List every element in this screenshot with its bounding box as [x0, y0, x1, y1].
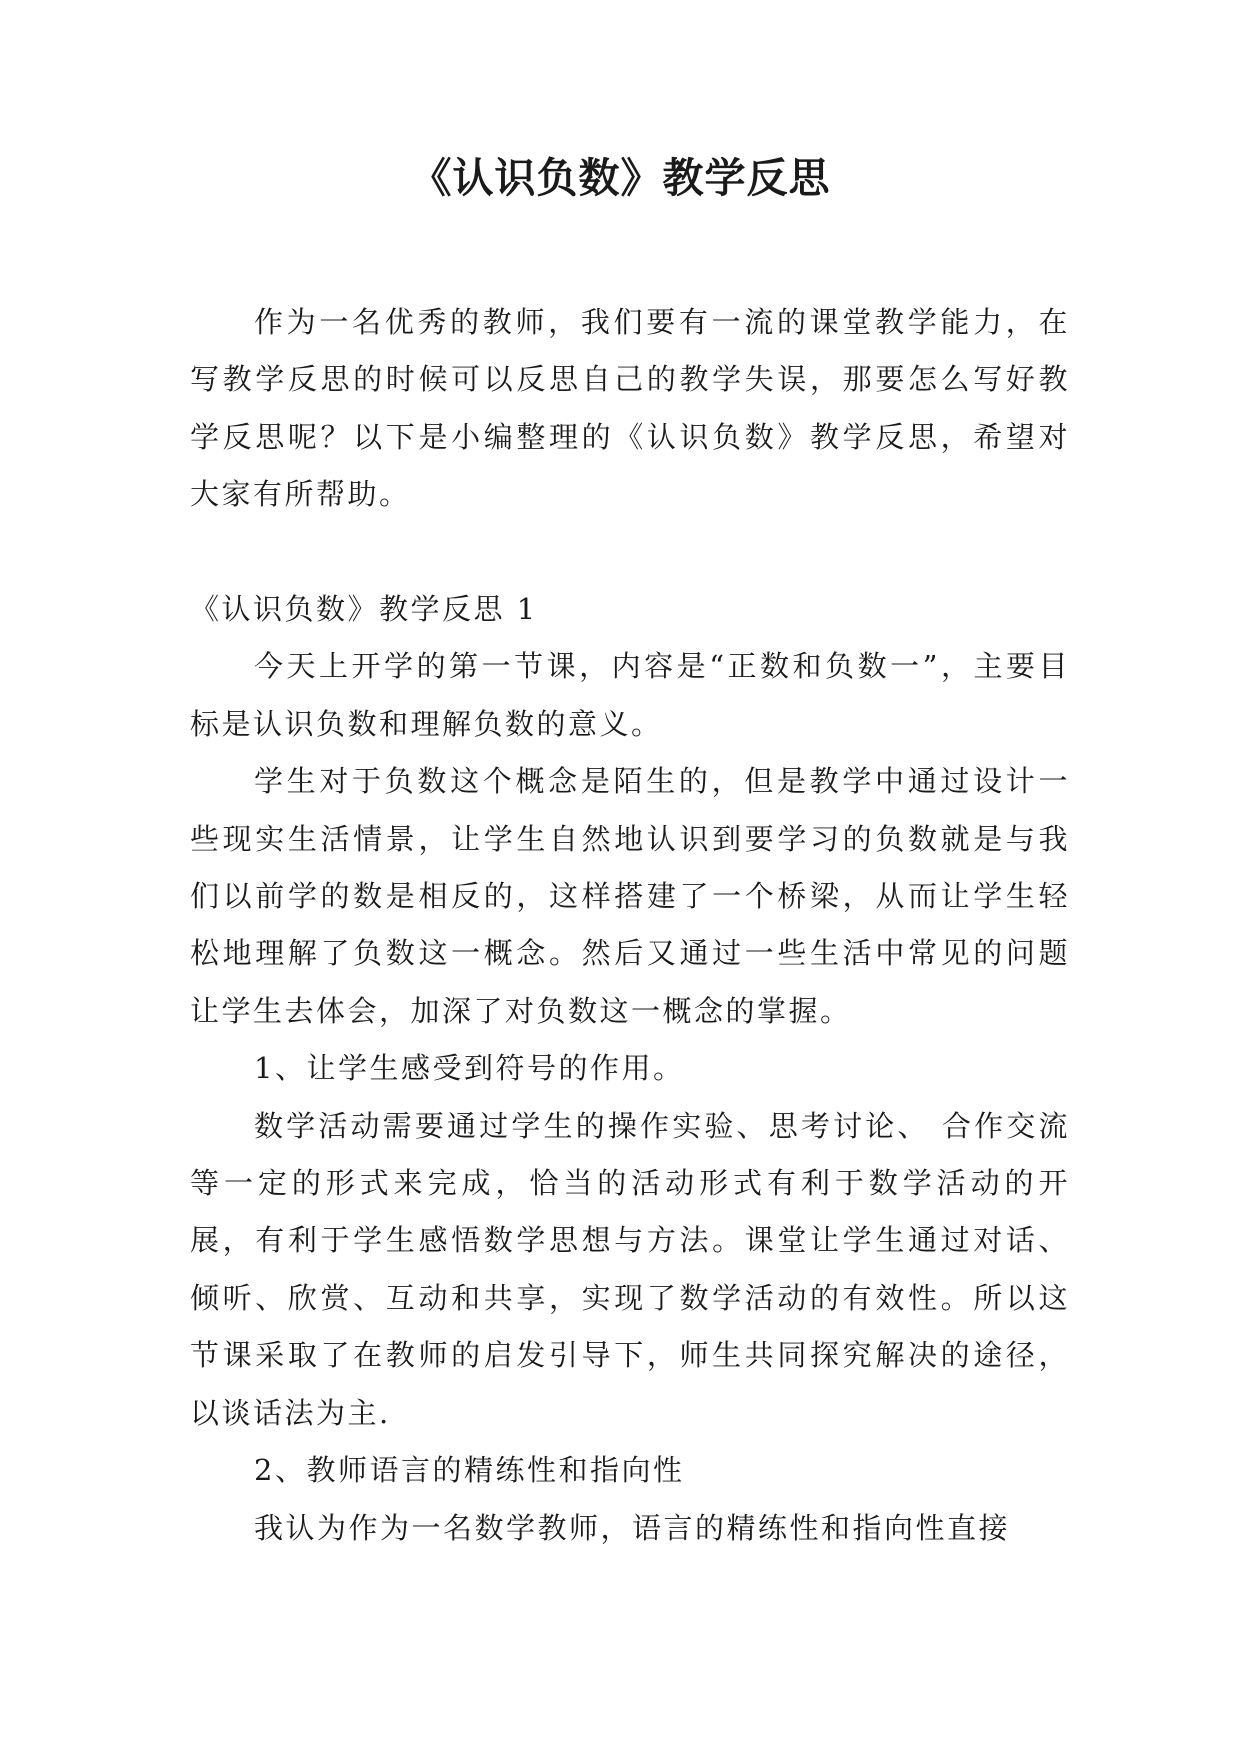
- document-title: 《认识负数》教学反思: [410, 154, 831, 202]
- section-heading: 《认识负数》教学反思 1: [190, 592, 538, 627]
- body-paragraph: 我认为作为一名数学教师，语言的精练性和指向性直接: [254, 1510, 1011, 1545]
- document-body: [190, 294, 1070, 1557]
- body-paragraph: 学生对于负数这个概念是陌生的，但是教学中通过设计一些现实生活情景，让学生自然地认识到要学习的负数就是与我们以前学的数是相反的，这样搭建了一个桥梁，从而让学生轻松地理解了负数这一概念。然后又通过一些生活中常见的问题让学生去体会，加深了对负数这一概念的掌握。: [190, 764, 1070, 1028]
- numbered-point: 1、让学生感受到符号的作用。: [254, 1051, 685, 1086]
- paragraph-spacer: [190, 524, 1070, 581]
- body-paragraph: 今天上开学的第一节课，内容是“正数和负数一”，主要目标是认识负数和理解负数的意义。: [190, 649, 1070, 741]
- body-paragraph: 数学活动需要通过学生的操作实验、思考讨论、 合作交流等一定的形式来完成，恰当的活动形式有利于数学活动的开展，有利于学生感悟数学思想与方法。课堂让学生通过对话、倾听、欣赏、互动和共享，实现了数学活动的有效性。所以这节课采取了在教师的启发引导下，师生共同探究解决的途径，以谈话法为主.: [190, 1108, 1070, 1430]
- numbered-point: 2、教师语言的精练性和指向性: [254, 1453, 685, 1488]
- intro-paragraph: 作为一名优秀的教师，我们要有一流的课堂教学能力，在写教学反思的时候可以反思自己的教学失误，那要怎么写好教学反思呢？以下是小编整理的《认识负数》教学反思，希望对大家有所帮助。: [190, 305, 1070, 512]
